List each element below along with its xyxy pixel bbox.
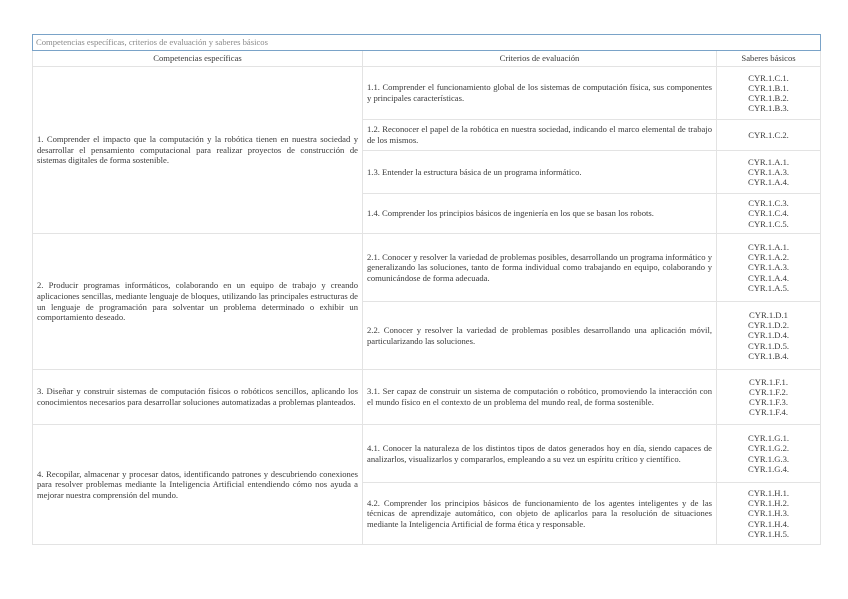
criterio-1-2: 1.2. Reconocer el papel de la robótica en nuestra sociedad, indicando el marco elemental de trabajo de los mismos. <box>363 120 717 151</box>
saber-code: CYR.1.H.2. <box>747 498 790 509</box>
table-row <box>33 67 821 120</box>
saberes-1-4 <box>717 194 821 234</box>
competencia-3: 3. Diseñar y construir sistemas de computación físicos o robóticos sencillos, aplicando los conocimientos necesarios para desarrollar soluciones automatizadas a problemas planteados. <box>33 370 363 425</box>
saber-code: CYR.1.B.4. <box>748 350 789 361</box>
saber-code: CYR.1.B.2. <box>748 93 789 103</box>
competencias-table <box>32 34 821 545</box>
competencia-4: 4. Recopilar, almacenar y procesar datos, identificando patrones y descubriendo conexiones para resolver problemas mediante la Inteligencia Artificial entendiendo cómo nos ayuda a mejorar nuestra comprensión del mundo. <box>33 425 363 545</box>
saberes-4-1 <box>717 425 821 483</box>
saber-code: CYR.1.A.2. <box>747 252 790 263</box>
saberes-1-3 <box>717 151 821 194</box>
competencia-2: 2. Producir programas informáticos, colaborando en un equipo de trabajo y creando aplicaciones sencillas, mediante lenguaje de bloques, utilizando las principales estructuras de un lenguaje de programación para solventar un problema determinado o exhibir un comportamiento deseado. <box>33 234 363 370</box>
saber-code: CYR.1.C.1. <box>748 72 789 83</box>
header-competencias: Competencias específicas <box>33 51 363 67</box>
saber-code: CYR.1.H.3. <box>747 508 790 519</box>
saber-code: CYR.1.C.2. <box>748 129 789 140</box>
saber-code: CYR.1.C.3. <box>748 198 789 209</box>
saber-code: CYR.1.B.1. <box>748 82 789 93</box>
saber-code: CYR.1.D.4. <box>747 330 790 341</box>
saberes-4-2 <box>717 483 821 545</box>
saber-code: CYR.1.A.1. <box>747 156 790 167</box>
saber-code: CYR.1.A.5. <box>747 282 790 293</box>
saberes-1-2 <box>717 120 821 151</box>
saber-code: CYR.1.F.4. <box>749 407 788 418</box>
saberes-1-1 <box>717 67 821 120</box>
table-row <box>33 370 821 425</box>
table-title: Competencias específicas, criterios de evaluación y saberes básicos <box>33 35 821 51</box>
saber-code: CYR.1.F.2. <box>749 386 788 397</box>
document-table-wrapper <box>32 34 820 545</box>
saber-code: CYR.1.A.3. <box>747 166 790 177</box>
header-saberes: Saberes básicos <box>717 51 821 67</box>
criterio-4-1: 4.1. Conocer la naturaleza de los distintos tipos de datos generados hoy en día, siendo capaces de analizarlos, visualizarlos y compararlos, empleando a su vez un espíritu crítico y científico. <box>363 425 717 483</box>
saber-code: CYR.1.D.1 <box>749 309 788 320</box>
saber-code: CYR.1.A.1. <box>747 241 790 252</box>
saber-code: CYR.1.B.3. <box>748 103 789 114</box>
saber-code: CYR.1.C.4. <box>748 208 789 219</box>
criterio-2-1: 2.1. Conocer y resolver la variedad de problemas posibles, desarrollando un programa informático y generalizando las soluciones, tanto de forma individual como trabajando en equipo, colaborando y comunicándose de forma adecuada. <box>363 234 717 302</box>
criterio-4-2: 4.2. Comprender los principios básicos de funcionamiento de los agentes inteligentes y de las técnicas de aprendizaje automático, con objeto de aplicarlos para la resolución de situaciones mediante la Inteligencia Artificial de forma ética y responsable. <box>363 483 717 545</box>
criterio-2-2: 2.2. Conocer y resolver la variedad de problemas posibles desarrollando una aplicación móvil, particularizando las soluciones. <box>363 302 717 370</box>
criterio-3-1: 3.1. Ser capaz de construir un sistema de computación o robótico, promoviendo la interacción con el mundo físico en el contexto de un problema del mundo real, de forma sostenible. <box>363 370 717 425</box>
saber-code: CYR.1.H.5. <box>747 528 790 539</box>
saber-code: CYR.1.G.1. <box>747 433 790 444</box>
saber-code: CYR.1.C.5. <box>748 218 789 229</box>
criterio-1-1: 1.1. Comprender el funcionamiento global de los sistemas de computación física, sus componentes y principales características. <box>363 67 717 120</box>
saberes-2-2 <box>717 302 821 370</box>
saberes-2-1 <box>717 234 821 302</box>
criterio-1-3: 1.3. Entender la estructura básica de un programa informático. <box>363 151 717 194</box>
saber-code: CYR.1.D.2. <box>747 320 790 331</box>
header-criterios: Criterios de evaluación <box>363 51 717 67</box>
table-row <box>33 234 821 302</box>
saber-code: CYR.1.A.4. <box>747 177 790 188</box>
saber-code: CYR.1.D.5. <box>747 340 790 351</box>
saberes-3-1 <box>717 370 821 425</box>
saber-code: CYR.1.G.3. <box>747 453 790 464</box>
saber-code: CYR.1.H.1. <box>747 487 790 498</box>
table-row <box>33 425 821 483</box>
saber-code: CYR.1.G.4. <box>747 463 790 474</box>
competencia-1: 1. Comprender el impacto que la computación y la robótica tienen en nuestra sociedad y desarrollar el pensamiento computacional para realizar proyectos de construcción de sistemas digitales de forma sostenible. <box>33 67 363 234</box>
saber-code: CYR.1.H.4. <box>747 518 790 529</box>
saber-code: CYR.1.G.2. <box>747 443 790 454</box>
saber-code: CYR.1.F.1. <box>749 376 788 387</box>
criterio-1-4: 1.4. Comprender los principios básicos de ingeniería en los que se basan los robots. <box>363 194 717 234</box>
saber-code: CYR.1.A.3. <box>747 262 790 273</box>
saber-code: CYR.1.F.3. <box>749 397 788 407</box>
saber-code: CYR.1.A.4. <box>747 272 790 283</box>
